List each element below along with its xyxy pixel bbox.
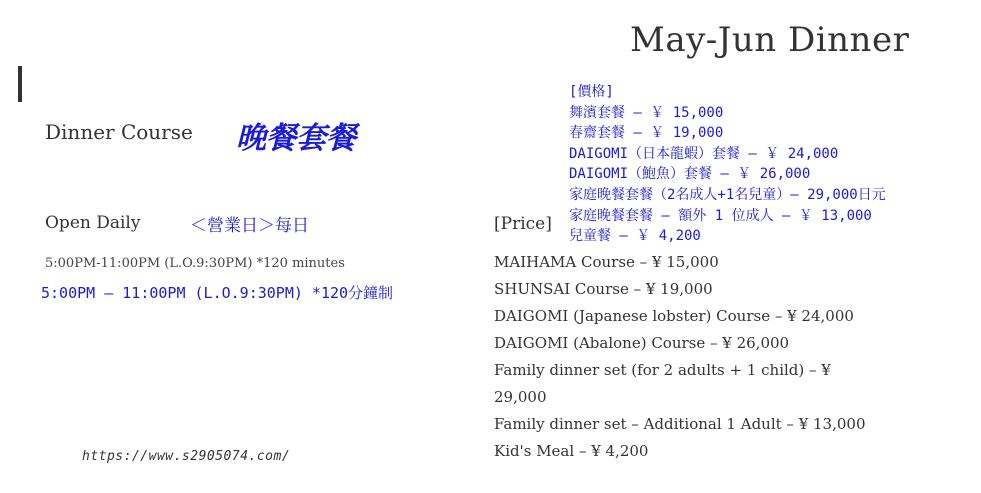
price-item-cn: 春齋套餐 – ￥ 19,000 (569, 125, 724, 142)
price-item-cn: DAIGOMI（日本龍蝦）套餐 – ￥ 24,000 (569, 145, 839, 162)
price-heading: [Price] (494, 214, 552, 234)
price-heading-cn: [價格] (569, 84, 614, 100)
price-item: DAIGOMI (Abalone) Course – ¥ 26,000 (494, 334, 790, 352)
price-item-cn: 家庭晚餐套餐 – 額外 1 位成人 – ￥ 13,000 (569, 207, 872, 224)
price-item: DAIGOMI (Japanese lobster) Course – ¥ 24,000 (494, 307, 854, 325)
price-item-cn: 兒童餐 – ￥ 4,200 (569, 228, 701, 245)
hours-text-cn: 5:00PM – 11:00PM (L.O.9:30PM) *120分鐘制 (41, 284, 394, 302)
page-title: May-Jun Dinner (630, 20, 910, 60)
price-list-cn (569, 82, 886, 247)
price-list (494, 249, 866, 465)
hours-text: 5:00PM-11:00PM (L.O.9:30PM) *120 minutes (45, 256, 345, 271)
dinner-course-heading: Dinner Course (45, 120, 193, 144)
price-item: SHUNSAI Course – ¥ 19,000 (494, 280, 713, 298)
price-item: 29,000 (494, 388, 547, 406)
price-item-cn: 舞濱套餐 – ￥ 15,000 (569, 104, 724, 121)
watermark-url: https://www.s2905074.com/ (82, 449, 291, 464)
price-item-cn: 家庭晚餐套餐（2名成人+1名兒童）– 29,000日元 (569, 186, 886, 203)
dinner-course-heading-cn: 晚餐套餐 (236, 121, 356, 156)
price-item-cn: DAIGOMI（鮑魚）套餐 – ￥ 26,000 (569, 166, 811, 183)
price-item: Kid's Meal – ¥ 4,200 (494, 442, 649, 460)
price-item: MAIHAMA Course – ¥ 15,000 (494, 253, 719, 271)
section-marker-bar (18, 66, 22, 102)
price-item: Family dinner set – Additional 1 Adult – ¥ 13,000 (494, 415, 866, 433)
open-daily-label-cn: ＜營業日＞每日 (190, 216, 309, 236)
price-item: Family dinner set (for 2 adults + 1 child) – ¥ (494, 361, 831, 379)
open-daily-label: Open Daily (45, 213, 141, 233)
